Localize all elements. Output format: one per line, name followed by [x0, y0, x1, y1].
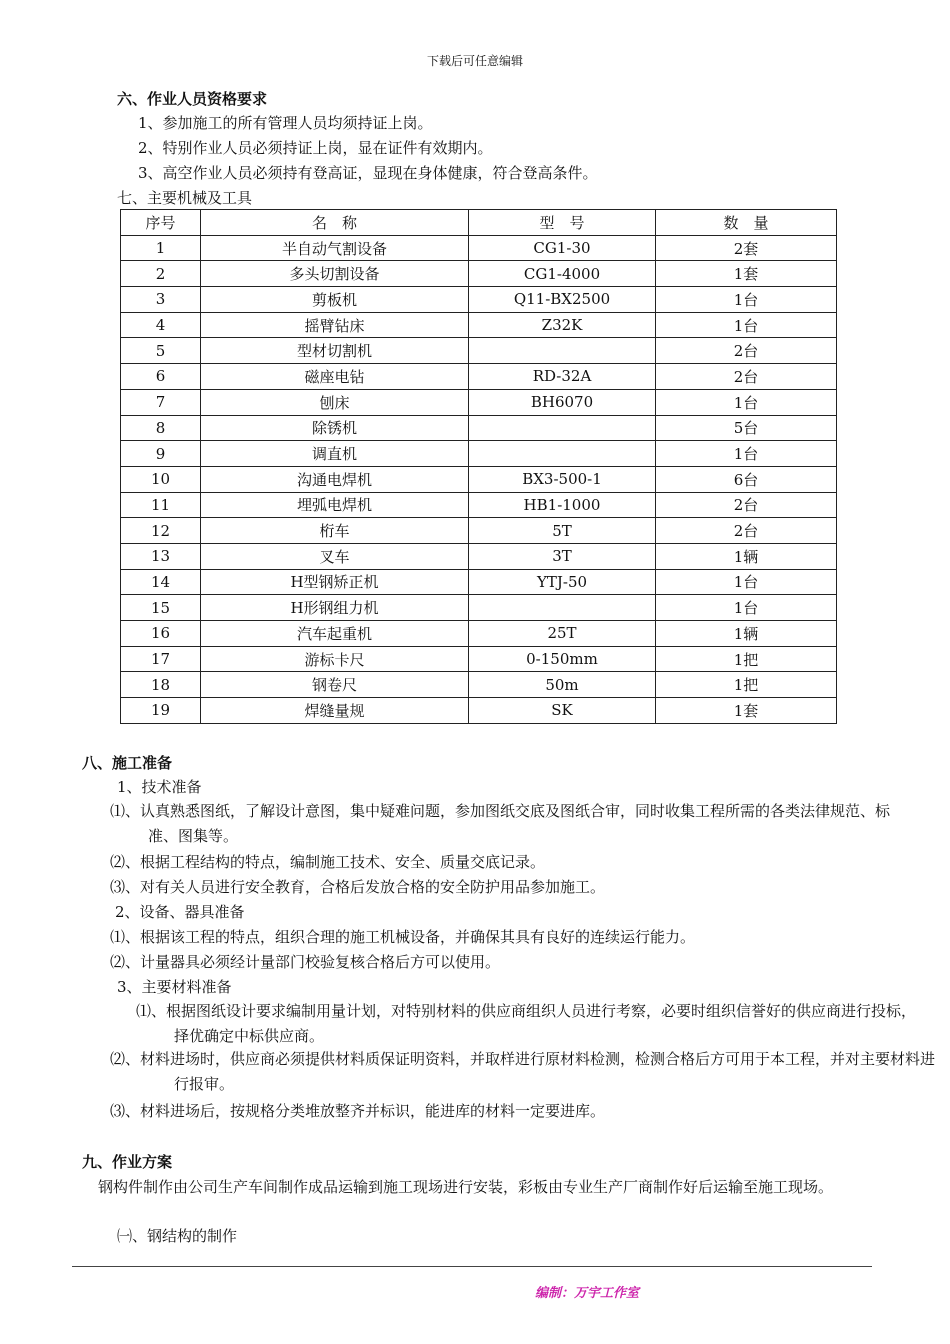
- cell-name: 磁座电钻: [201, 364, 469, 390]
- table-row: [121, 235, 837, 261]
- table-row: [121, 621, 837, 647]
- table-row: [121, 261, 837, 287]
- cell-quantity: 6台: [656, 466, 837, 492]
- table-row: [121, 441, 837, 467]
- cell-model: Z32K: [469, 312, 656, 338]
- cell-index: 15: [121, 595, 201, 621]
- cell-quantity: 1台: [656, 569, 837, 595]
- section7-title: 七、主要机械及工具: [117, 189, 253, 207]
- section6-title: 六、作业人员资格要求: [117, 90, 268, 108]
- cell-name: 焊缝量规: [201, 698, 469, 724]
- cell-name: 刨床: [201, 389, 469, 415]
- section8-s1-2: ⑵、根据工程结构的特点，编制施工技术、安全、质量交底记录。: [110, 853, 546, 871]
- cell-model: 0-150mm: [469, 646, 656, 672]
- cell-quantity: 1台: [656, 312, 837, 338]
- table-row: [121, 389, 837, 415]
- table-row: [121, 569, 837, 595]
- page-header: 下载后可任意编辑: [426, 54, 523, 68]
- section8-s3-3: ⑶、材料进场后，按规格分类堆放整齐并标识，能进库的材料一定要进库。: [110, 1102, 606, 1120]
- cell-index: 4: [121, 312, 201, 338]
- cell-model: 5T: [469, 518, 656, 544]
- cell-name: 沟通电焊机: [201, 466, 469, 492]
- cell-index: 18: [121, 672, 201, 698]
- cell-model: [469, 441, 656, 467]
- cell-model: [469, 415, 656, 441]
- cell-quantity: 1辆: [656, 543, 837, 569]
- cell-name: 多头切割设备: [201, 261, 469, 287]
- cell-model: 25T: [469, 621, 656, 647]
- cell-quantity: 2台: [656, 364, 837, 390]
- footer-divider: [72, 1266, 872, 1267]
- col-header-model: 型 号: [469, 210, 656, 236]
- cell-model: Q11-BX2500: [469, 287, 656, 313]
- cell-index: 16: [121, 621, 201, 647]
- cell-name: 除锈机: [201, 415, 469, 441]
- cell-index: 10: [121, 466, 201, 492]
- section8-s3-2: ⑵、材料进场时，供应商必须提供材料质保证明资料，并取样进行原材料检测，检测合格后方可用于本工程，并对主要材料进行报审。: [110, 1050, 936, 1093]
- section8-s1-3: ⑶、对有关人员进行安全教育，合格后发放合格的安全防护用品参加施工。: [110, 878, 606, 896]
- table-row: [121, 698, 837, 724]
- cell-quantity: 2台: [656, 518, 837, 544]
- section8-sub3: 3、主要材料准备: [117, 978, 232, 996]
- section8-sub2: 2、设备、器具准备: [115, 903, 245, 921]
- section6-item-2: 2、特别作业人员必须持证上岗，显在证件有效期内。: [138, 139, 493, 157]
- cell-quantity: 1套: [656, 698, 837, 724]
- table-row: [121, 312, 837, 338]
- cell-name: 摇臂钻床: [201, 312, 469, 338]
- cell-model: 3T: [469, 543, 656, 569]
- cell-name: 剪板机: [201, 287, 469, 313]
- cell-quantity: 2台: [656, 492, 837, 518]
- cell-index: 6: [121, 364, 201, 390]
- cell-index: 3: [121, 287, 201, 313]
- cell-model: RD-32A: [469, 364, 656, 390]
- cell-name: H型钢矫正机: [201, 569, 469, 595]
- cell-quantity: 1套: [656, 261, 837, 287]
- cell-model: HB1-1000: [469, 492, 656, 518]
- cell-quantity: 1台: [656, 595, 837, 621]
- section9-sub1: ㈠、钢结构的制作: [117, 1227, 238, 1245]
- cell-name: 半自动气割设备: [201, 235, 469, 261]
- table-row: [121, 338, 837, 364]
- cell-quantity: 1把: [656, 672, 837, 698]
- table-row: [121, 492, 837, 518]
- cell-model: BX3-500-1: [469, 466, 656, 492]
- table-row: [121, 646, 837, 672]
- table-header-row: [121, 210, 837, 236]
- cell-model: YTJ-50: [469, 569, 656, 595]
- cell-index: 2: [121, 261, 201, 287]
- cell-name: 叉车: [201, 543, 469, 569]
- cell-name: 埋弧电焊机: [201, 492, 469, 518]
- section9-paragraph: 钢构件制作由公司生产车间制作成品运输到施工现场进行安装，彩板由专业生产厂商制作好后运输至施工现场。: [98, 1178, 834, 1196]
- footer-credit: 编制：万宇工作室: [535, 1286, 640, 1301]
- cell-quantity: 1把: [656, 646, 837, 672]
- cell-model: CG1-30: [469, 235, 656, 261]
- section6-item-3: 3、高空作业人员必须持有登高证，显现在身体健康，符合登高条件。: [138, 164, 598, 182]
- col-header-index: 序号: [121, 210, 201, 236]
- section9-title: 九、作业方案: [82, 1153, 173, 1171]
- table-row: [121, 415, 837, 441]
- table-row: [121, 466, 837, 492]
- cell-name: 汽车起重机: [201, 621, 469, 647]
- table-row: [121, 672, 837, 698]
- cell-model: SK: [469, 698, 656, 724]
- cell-quantity: 1台: [656, 287, 837, 313]
- section8-title: 八、施工准备: [82, 754, 173, 772]
- cell-index: 14: [121, 569, 201, 595]
- cell-index: 5: [121, 338, 201, 364]
- cell-index: 12: [121, 518, 201, 544]
- table-row: [121, 595, 837, 621]
- section6-item-1: 1、参加施工的所有管理人员均须持证上岗。: [138, 114, 433, 132]
- cell-index: 1: [121, 235, 201, 261]
- section8-s2-1: ⑴、根据该工程的特点，组织合理的施工机械设备，并确保其具有良好的连续运行能力。: [110, 928, 696, 946]
- cell-model: BH6070: [469, 389, 656, 415]
- table-row: [121, 287, 837, 313]
- cell-name: 型材切割机: [201, 338, 469, 364]
- col-header-name: 名 称: [201, 210, 469, 236]
- cell-name: 桁车: [201, 518, 469, 544]
- cell-index: 17: [121, 646, 201, 672]
- cell-model: CG1-4000: [469, 261, 656, 287]
- cell-name: 游标卡尺: [201, 646, 469, 672]
- col-header-quantity: 数 量: [656, 210, 837, 236]
- cell-index: 8: [121, 415, 201, 441]
- cell-name: H形钢组力机: [201, 595, 469, 621]
- equipment-table: [120, 209, 837, 724]
- cell-model: [469, 595, 656, 621]
- cell-quantity: 1台: [656, 389, 837, 415]
- section8-s1-1: ⑴、认真熟悉图纸，了解设计意图，集中疑难问题，参加图纸交底及图纸合审，同时收集工程所需的各类法律规范、标准、图集等。: [110, 802, 891, 845]
- table-row: [121, 543, 837, 569]
- cell-quantity: 1辆: [656, 621, 837, 647]
- cell-index: 11: [121, 492, 201, 518]
- cell-index: 13: [121, 543, 201, 569]
- cell-index: 19: [121, 698, 201, 724]
- cell-index: 9: [121, 441, 201, 467]
- cell-model: [469, 338, 656, 364]
- cell-index: 7: [121, 389, 201, 415]
- cell-name: 调直机: [201, 441, 469, 467]
- section8-s3-1: ⑴、根据图纸设计要求编制用量计划，对特别材料的供应商组织人员进行考察，必要时组织信誉好的供应商进行投标，择优确定中标供应商。: [136, 1002, 917, 1045]
- cell-quantity: 2套: [656, 235, 837, 261]
- section8-s2-2: ⑵、计量器具必须经计量部门校验复核合格后方可以使用。: [110, 953, 501, 971]
- cell-quantity: 2台: [656, 338, 837, 364]
- cell-quantity: 1台: [656, 441, 837, 467]
- cell-quantity: 5台: [656, 415, 837, 441]
- cell-model: 50m: [469, 672, 656, 698]
- table-row: [121, 364, 837, 390]
- section8-sub1: 1、技术准备: [117, 778, 202, 796]
- table-row: [121, 518, 837, 544]
- cell-name: 钢卷尺: [201, 672, 469, 698]
